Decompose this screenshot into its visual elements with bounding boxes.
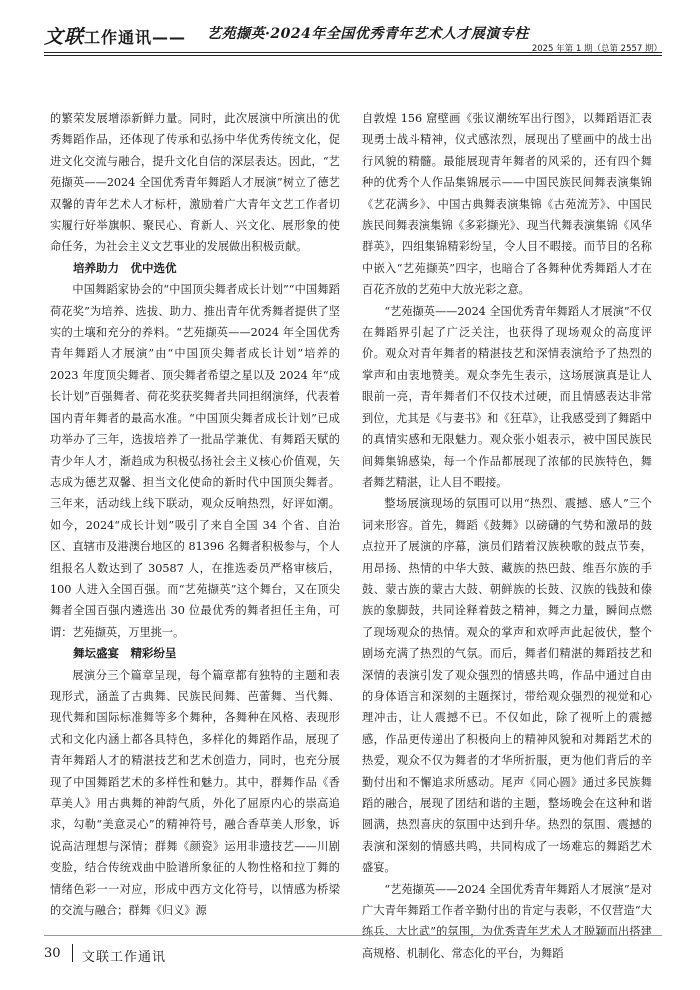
column-banner: 艺苑撷英·2024年全国优秀青年艺术人才展演专柱: [207, 26, 529, 42]
paragraph: 整场展演现场的氛围可以用“热烈、震撼、感人”三个词来形容。首先，舞蹈《鼓舞》以磅礴的气势和激昂的鼓点拉开了展演的序幕，演员们踏着汉族秧歌的鼓点节奏，用昂扬、热情的中华大鼓、藏族的热巴鼓、维吾尔族的手鼓、蒙古族的蒙古大鼓、朝鲜族的长鼓、汉族的钱鼓和傣族的象脚鼓，共同诠释着鼓之精神，舞之力量，瞬间点燃了现场观众的热情。观众的掌声和欢呼声此起彼伏，整个剧场充满了热烈的气氛。而后，舞者们精湛的舞蹈技艺和深情的表演引发了观众强烈的情感共鸣，作品中通过自由的身体语言和深刻的主题探讨，带给观众强烈的视觉和心理冲击，让人震撼不已。不仅如此，除了视听上的震撼感，作品更传递出了积极向上的精神风貌和对舞蹈艺术的热爱，观众不仅为舞者的才华所折服，更为他们背后的辛勤付出和不懈追求所感动。尾声《同心圆》通过多民族舞蹈的融合，展现了团结和谐的主题，整场晚会在这种和谐圆满，热烈喜庆的氛围中达到升华。热烈的氛围、震撼的表演和深刻的情感共鸣，共同构成了一场难忘的舞蹈艺术盛宴。: [362, 497, 652, 875]
paragraph: 自敦煌 156 窟壁画《张议潮统军出行图》，以舞蹈语汇表现勇士战斗精神，仪式感浓烈，展现出了壁画中的战士出行风貌的精髓。最能展现青年舞者的风采的，还有四个舞种的优秀个人作品集锦展示——中国民族民间舞表演集锦《艺花满乡》、中国古典舞表演集锦《古苑流芳》、中国民族民间舞表演集锦《多彩撷光》、现当代舞表演集锦《风华群英》，四组集锦精彩纷呈，令人目不暇接。而节目的名称中嵌入“艺苑撷英”四字，也暗合了各舞种优秀舞蹈人才在百花齐放的艺苑中大放光彩之意。: [362, 112, 652, 297]
logo-rest: 工作通讯——: [84, 28, 187, 47]
paragraph: 展演分三个篇章呈现，每个篇章都有独特的主题和表现形式，涵盖了古典舞、民族民间舞、芭蕾舞、当代舞、现代舞和国际标准舞等多个舞种，各舞种在风格、表现形式和文化内涵上都各具特色，多样化的舞蹈作品，展现了青年舞蹈人才的精湛技艺和艺术创造力，同时，也充分展现了中国舞蹈艺术的多样性和魅力。其中，群舞作品《香草美人》用古典舞的神韵气质，外化了屈原内心的崇高追求，勾勒“美意灵心”的精神符号，融合香草美人形象，诉说高洁理想与深情；群舞《颜瓷》运用非遗技艺——川剧变脸，结合传统戏曲中脸谱所象征的人物性格和拉丁舞的情绪色彩一一对应，形成中西方文化符号，以情感为桥梁的交流与融合；群舞《归义》源: [50, 668, 340, 918]
section-heading: 培养助力 优中选优: [73, 260, 177, 275]
footer-separator: [72, 944, 73, 962]
paragraph: 的繁荣发展增添新鲜力量。同时，此次展演中所演出的优秀舞蹈作品，还体现了传承和弘扬中华优秀传统文化，促进文化交流与融合，提升文化自信的深层表达。因此，“艺苑撷英——2024 全国优秀青年舞蹈人才展演”树立了德艺双馨的青年艺术人才标杆，激励着广大青年文艺工作者切实履行好举旗帜、聚民心、育新人、兴文化、展形象的使命任务，为社会主义文艺事业的发展做出积极贡献。: [50, 112, 340, 254]
logo-brand: 文联: [44, 26, 85, 48]
right-column: [362, 108, 652, 964]
footer-rule: [44, 935, 662, 936]
journal-logo: [44, 22, 186, 49]
page-number: 30: [44, 946, 61, 961]
issue-number: 2025 年第 1 期（总第 2557 期）: [531, 44, 662, 54]
header-rule-thin: [44, 55, 662, 56]
paragraph: 中国舞蹈家协会的“中国顶尖舞者成长计划”“中国舞蹈荷花奖”为培养、选拔、助力、推出青年优秀舞者提供了坚实的土壤和充分的养料。“艺苑撷英——2024 年全国优秀青年舞蹈人才展演”由“中国顶尖舞者成长计划”培养的 2023 年度顶尖舞者、顶尖舞者希望之星以及 2024 年“成长计划”百强舞者、荷花奖获奖舞者共同担纲演绎，代表着国内青年舞者的最高水准。“中国顶尖舞者成长计划”已成功举办了三年，选拔培养了一批品学兼优、有舞蹈天赋的青少年人才，渐趋成为积极弘扬社会主义核心价值观，矢志成为德艺双馨、担当文化使命的新时代中国顶尖舞者。三年来，活动线上线下联动，观众反响热烈，好评如潮。如今，2024“成长计划”吸引了来自全国 34 个省、自治区、直辖市及港澳台地区的 81396 名舞者积极参与，个人组报名人数达到了 30587 人，在推选委员严格审核后，100 人进入全国百强。而“艺苑撷英”这个舞台，又在顶尖舞者全国百强内遴选出 30 位最优秀的舞者担任主角，可谓：艺苑撷英，万里挑一。: [50, 283, 340, 639]
paragraph: “艺苑撷英——2024 全国优秀青年舞蹈人才展演”不仅在舞蹈界引起了广泛关注，也获得了现场观众的高度评价。观众对青年舞者的精湛技艺和深情表演给予了热烈的掌声和由衷地赞美。观众李先生表示，这场展演真是让人眼前一亮，青年舞者们不仅技术过硬，而且情感表达非常到位，尤其是《与妻书》和《狂草》，让我感受到了舞蹈中的真情实感和无限魅力。观众张小姐表示，被中国民族民间舞集锦感染，每一个作品都展现了浓郁的民族特色，舞者舞艺精湛，让人目不暇接。: [362, 304, 652, 489]
footer-title: 文联工作通讯: [82, 950, 167, 965]
left-column: [50, 108, 340, 921]
page-header: [44, 16, 662, 54]
section-heading: 舞坛盛宴 精彩纷呈: [73, 646, 177, 661]
header-rule: [44, 52, 662, 53]
paragraph: “艺苑撷英——2024 全国优秀青年舞蹈人才展演”是对广大青年舞蹈工作者辛勤付出的肯定与表彰，不仅营造“大练兵、大比武”的氛围，为优秀青年艺术人才脱颖而出搭建高规格、机制化、常态化的平台，为舞蹈: [362, 882, 652, 960]
